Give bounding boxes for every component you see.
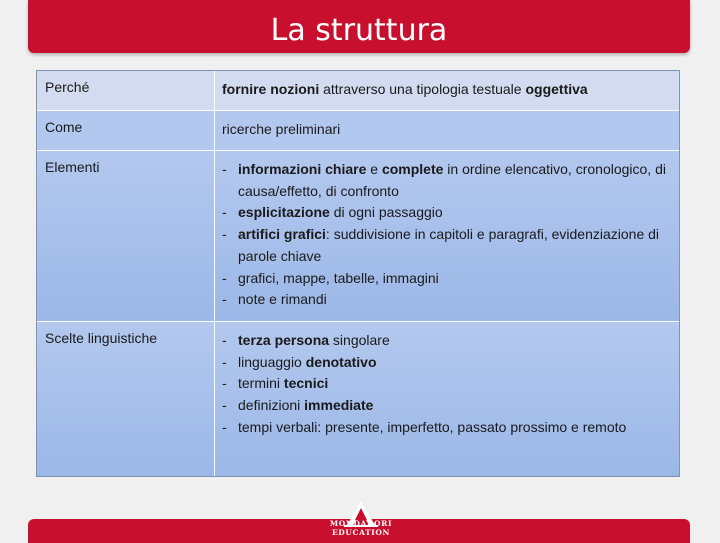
structure-table bbox=[36, 70, 680, 477]
list-item bbox=[222, 330, 667, 352]
text-run: informazioni chiare bbox=[238, 161, 367, 177]
list-item bbox=[222, 289, 667, 311]
slide-title: La struttura bbox=[270, 13, 448, 48]
dash-marker: - bbox=[222, 418, 227, 435]
column-divider bbox=[214, 111, 215, 150]
text-run: oggettiva bbox=[525, 81, 588, 97]
list-item bbox=[222, 395, 667, 417]
dash-marker: - bbox=[222, 353, 227, 370]
text-run: : suddivisione in capitoli e paragrafi, evidenziazione di parole chiave bbox=[238, 226, 660, 264]
table-row-elementi bbox=[37, 151, 679, 322]
row-text bbox=[222, 79, 667, 101]
list-item bbox=[222, 159, 667, 202]
table-row-scelte-linguistiche bbox=[37, 322, 679, 476]
text-run: di ogni passaggio bbox=[329, 204, 443, 221]
text-run: linguaggio bbox=[238, 353, 306, 370]
row-bullets bbox=[222, 159, 667, 311]
row-bullets bbox=[222, 330, 667, 439]
dash-marker: - bbox=[222, 161, 227, 177]
dash-marker: - bbox=[222, 397, 227, 414]
dash-marker: - bbox=[222, 375, 227, 392]
text-run: termini bbox=[238, 375, 284, 392]
list-item bbox=[222, 373, 667, 395]
dash-marker: - bbox=[222, 291, 227, 308]
text-run: esplicitazione bbox=[238, 204, 330, 221]
text-run: immediate bbox=[304, 397, 374, 414]
table-row-come bbox=[37, 111, 679, 151]
text-run: fornire nozioni bbox=[222, 81, 320, 97]
text-run: complete bbox=[381, 161, 444, 177]
title-banner bbox=[28, 0, 690, 53]
text-run: singolare bbox=[329, 332, 390, 348]
text-run: terza persona bbox=[238, 332, 330, 348]
text-run: ricerche preliminari bbox=[222, 121, 341, 137]
row-text bbox=[222, 119, 667, 141]
row-label: Scelte linguistiche bbox=[45, 330, 158, 346]
dash-marker: - bbox=[222, 332, 227, 348]
publisher-logo bbox=[300, 498, 422, 540]
text-run: note e rimandi bbox=[238, 291, 327, 308]
table-row-perche bbox=[37, 71, 679, 111]
list-item bbox=[222, 268, 667, 290]
text-run: e bbox=[366, 161, 382, 177]
text-run: tempi verbali: presente, imperfetto, passato prossimo e remoto bbox=[238, 418, 627, 435]
text-run: grafici, mappe, tabelle, immagini bbox=[238, 269, 439, 286]
row-label: Elementi bbox=[45, 159, 100, 175]
text-run: tecnici bbox=[283, 375, 329, 392]
logo-text: MONDADORI EDUCATION bbox=[329, 519, 393, 537]
list-item bbox=[222, 352, 667, 374]
text-run: artifici grafici bbox=[238, 226, 326, 243]
text-run: definizioni bbox=[238, 397, 305, 414]
text-run: attraverso una tipologia testuale bbox=[319, 81, 526, 97]
column-divider bbox=[214, 71, 215, 110]
dash-marker: - bbox=[222, 269, 227, 286]
list-item bbox=[222, 202, 667, 224]
list-item bbox=[222, 224, 667, 267]
column-divider bbox=[214, 151, 215, 321]
dash-marker: - bbox=[222, 204, 227, 221]
text-run: denotativo bbox=[305, 353, 377, 370]
row-label: Perché bbox=[45, 79, 90, 95]
dash-marker: - bbox=[222, 226, 227, 243]
column-divider bbox=[214, 322, 215, 476]
text-run: in ordine elencativo, cronologico, di causa/effetto, di confronto bbox=[238, 161, 666, 199]
list-item bbox=[222, 417, 667, 439]
row-label: Come bbox=[45, 119, 83, 135]
